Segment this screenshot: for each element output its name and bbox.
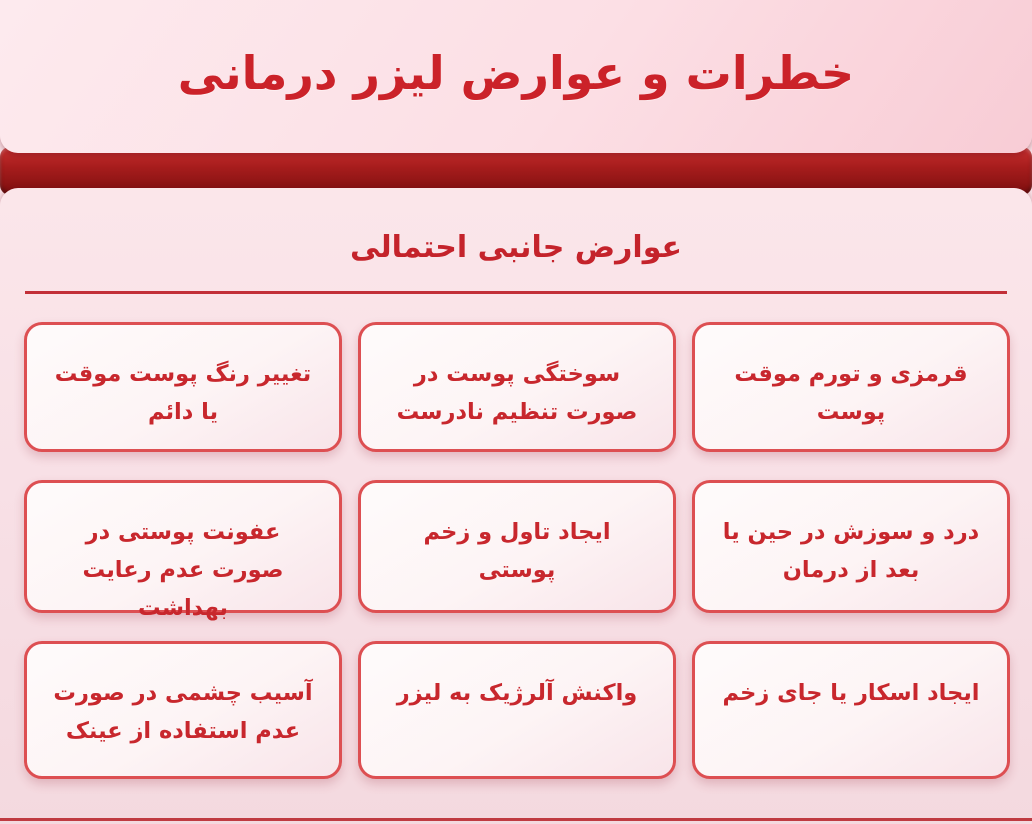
card-allergic-reaction: [358, 641, 676, 779]
card-skin-burn: [358, 322, 676, 452]
content-panel: [0, 188, 1032, 824]
card-label: ایجاد اسکار یا جای زخم: [722, 680, 980, 706]
section-divider-line: [25, 291, 1007, 294]
card-redness-swelling: [692, 322, 1010, 452]
bottom-accent-line: [0, 818, 1032, 821]
card-label: درد و سوزش در حین یا بعد از درمان: [722, 519, 980, 583]
card-blisters-wounds: [358, 480, 676, 613]
card-label: واکنش آلرژیک به لیزر: [396, 680, 638, 706]
card-label: سوختگی پوست در صورت تنظیم نادرست: [396, 361, 638, 425]
card-pain-burning: [692, 480, 1010, 613]
card-skin-infection: [24, 480, 342, 621]
card-label: ایجاد تاول و زخم پوستی: [423, 519, 611, 583]
card-label: آسیب چشمی در صورت عدم استفاده از عینک: [53, 680, 313, 744]
page-title: خطرات و عوارض لیزر درمانی: [177, 45, 855, 100]
section-title: عوارض جانبی احتمالی: [350, 230, 682, 265]
header-banner: [0, 0, 1032, 153]
side-effects-grid: [24, 322, 1010, 779]
card-label: تغییر رنگ پوست موقت یا دائم: [54, 361, 312, 425]
card-eye-damage: [24, 641, 342, 779]
card-label: عفونت پوستی در صورت عدم رعایت بهداشت: [82, 519, 284, 621]
card-scarring: [692, 641, 1010, 779]
card-skin-discoloration: [24, 322, 342, 452]
card-label: قرمزی و تورم موقت پوست: [734, 361, 968, 425]
